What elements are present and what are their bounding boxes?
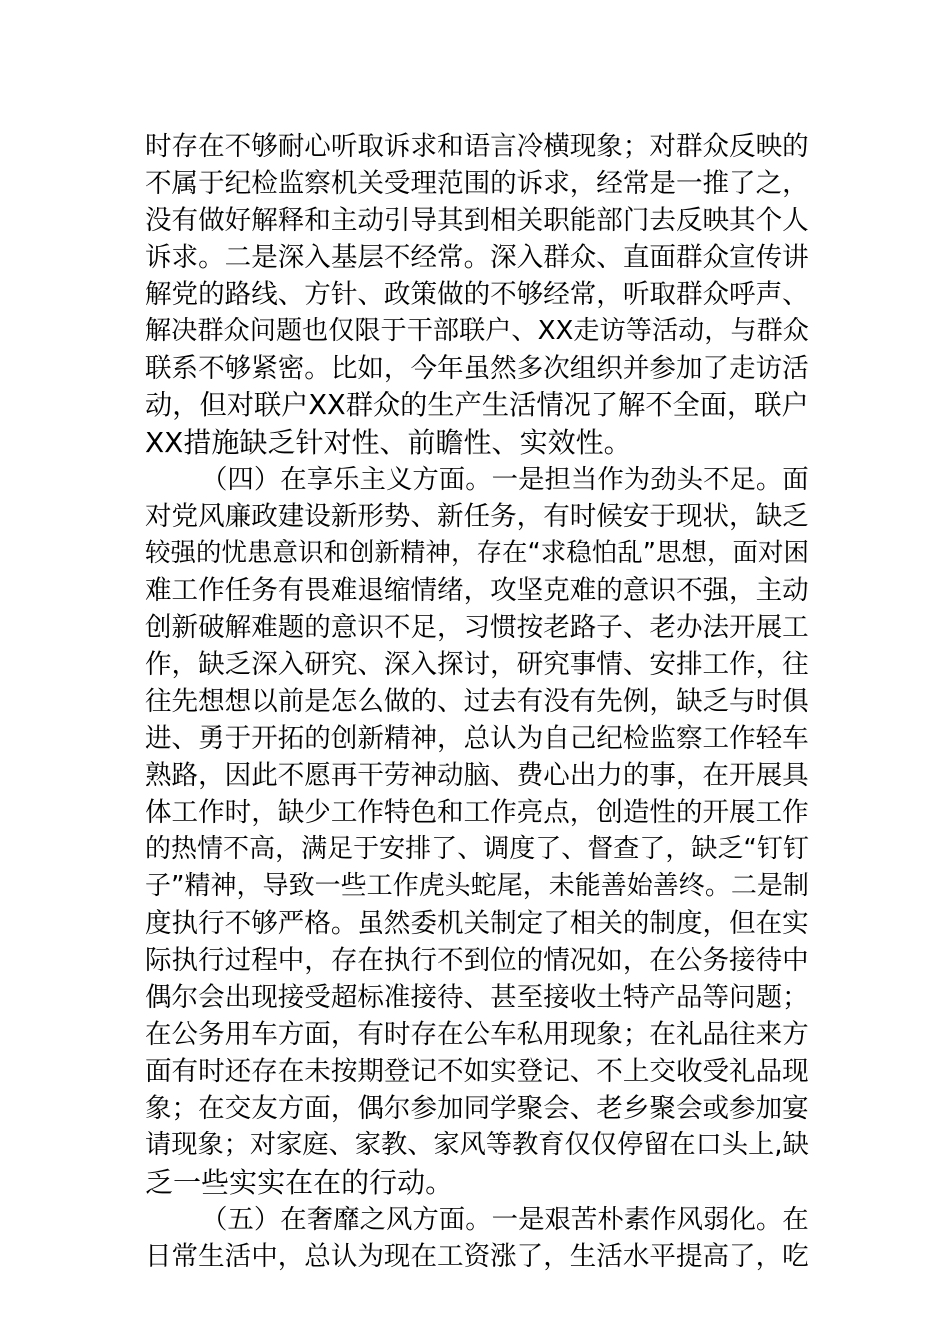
text-line: 际 执 行 过 程 中 ， 存 在 执 行 不 到 位 的 情 况 如 ， 在 公 务 接 待 中 <box>145 945 809 976</box>
text-line: 时 存 在 不 够 耐 心 听 取 诉 求 和 语 言 冷 横 现 象 ； 对 群 众 反 映 的 <box>145 131 809 162</box>
text-line: 诉 求 。 二 是 深 入 基 层 不 经 常 。 深 入 群 众 、 直 面 群 众 宣 传 讲 <box>145 242 809 273</box>
text-line: 不 属 于 纪 检 监 察 机 关 受 理 范 围 的 诉 求 ， 经 常 是 一 推 了 之 ， <box>145 168 809 199</box>
text-line: 创 新 破 解 难 题 的 意 识 不 足 ， 习 惯 按 老 路 子 、 老 办 法 开 展 工 <box>145 612 809 643</box>
text-line: 联 系 不 够 紧 密 。 比 如 ， 今 年 虽 然 多 次 组 织 并 参 加 了 走 访 活 <box>145 353 809 384</box>
text-line: XX 措 施 缺 乏 针 对 性 、 前 瞻 性 、 实 效 性 。 <box>145 426 632 459</box>
text-line: 请 现 象 ； 对 家 庭 、 家 教 、 家 风 等 教 育 仅 仅 停 留 在 口 头 上 , 缺 <box>145 1130 809 1160</box>
text-line: 度 执 行 不 够 严 格 。 虽 然 委 机 关 制 定 了 相 关 的 制 度 ， 但 在 实 <box>145 908 809 939</box>
text-line: 的 热 情 不 高 ， 满 足 于 安 排 了 、 调 度 了 、 督 查 了 ， 缺 乏 “ 钉 钉 <box>145 834 809 864</box>
body-text <box>145 128 809 1275</box>
text-line: 偶 尔 会 出 现 接 受 超 标 准 接 待 、 甚 至 接 收 土 特 产 品 等 问 题 ； <box>145 982 809 1013</box>
text-line: 难 工 作 任 务 有 畏 难 退 缩 情 绪 ， 攻 坚 克 难 的 意 识 不 强 ， 主 动 <box>145 575 809 606</box>
text-line: 较 强 的 忧 患 意 识 和 创 新 精 神 ， 存 在 “ 求 稳 怕 乱 ” 思 想 ， 面 对 困 <box>145 538 809 568</box>
text-line: 解 决 群 众 问 题 也 仅 限 于 干 部 联 户 、 XX 走 访 等 活 动 ， 与 群 众 <box>145 316 809 346</box>
text-line: 往 先 想 想 以 前 是 怎 么 做 的 、 过 去 有 没 有 先 例 ， 缺 乏 与 时 俱 <box>145 686 809 717</box>
text-line: 象 ； 在 交 友 方 面 ， 偶 尔 参 加 同 学 聚 会 、 老 乡 聚 会 或 参 加 宴 <box>145 1093 809 1124</box>
text-line: 进 、 勇 于 开 拓 的 创 新 精 神 ， 总 认 为 自 己 纪 检 监 察 工 作 轻 车 <box>145 723 809 754</box>
text-line: 对 党 风 廉 政 建 设 新 形 势 、 新 任 务 ， 有 时 候 安 于 现 状 ， 缺 乏 <box>145 501 809 532</box>
text-line: 日 常 生 活 中 ， 总 认 为 现 在 工 资 涨 了 ， 生 活 水 平 提 高 了 ， 吃 <box>145 1241 809 1272</box>
text-line: 动 ， 但 对 联 户 XX 群 众 的 生 产 生 活 情 况 了 解 不 全 面 ， 联 户 <box>145 390 809 421</box>
text-line: 作 ， 缺 乏 深 入 研 究 、 深 入 探 讨 ， 研 究 事 情 、 安 排 工 作 ， 往 <box>145 649 809 680</box>
text-line: 在 公 务 用 车 方 面 ， 有 时 存 在 公 车 私 用 现 象 ； 在 礼 品 往 来 方 <box>145 1019 809 1050</box>
text-line: 没 有 做 好 解 释 和 主 动 引 导 其 到 相 关 职 能 部 门 去 反 映 其 个 人 <box>145 205 809 236</box>
paragraph-first-line: （ 四 ） 在 享 乐 主 义 方 面 。 一 是 担 当 作 为 劲 头 不 足 。 面 <box>201 464 809 495</box>
text-line: 面 有 时 还 存 在 未 按 期 登 记 不 如 实 登 记 、 不 上 交 收 受 礼 品 现 <box>145 1056 809 1087</box>
text-line: 解 党 的 路 线 、 方 针 、 政 策 做 的 不 够 经 常 ， 听 取 群 众 呼 声 、 <box>145 279 809 310</box>
text-line: 乏 一 些 实 实 在 在 的 行 动 。 <box>145 1166 454 1199</box>
paragraph-first-line: （ 五 ） 在 奢 靡 之 风 方 面 。 一 是 艰 苦 朴 素 作 风 弱 化 。 在 <box>201 1204 809 1235</box>
text-line: 体 工 作 时 ， 缺 少 工 作 特 色 和 工 作 亮 点 ， 创 造 性 的 开 展 工 作 <box>145 797 809 828</box>
text-line: 子 ” 精 神 ， 导 致 一 些 工 作 虎 头 蛇 尾 ， 未 能 善 始 善 终 。 二 是 制 <box>145 871 809 901</box>
text-line: 熟 路 ， 因 此 不 愿 再 干 劳 神 动 脑 、 费 心 出 力 的 事 ， 在 开 展 具 <box>145 760 809 791</box>
